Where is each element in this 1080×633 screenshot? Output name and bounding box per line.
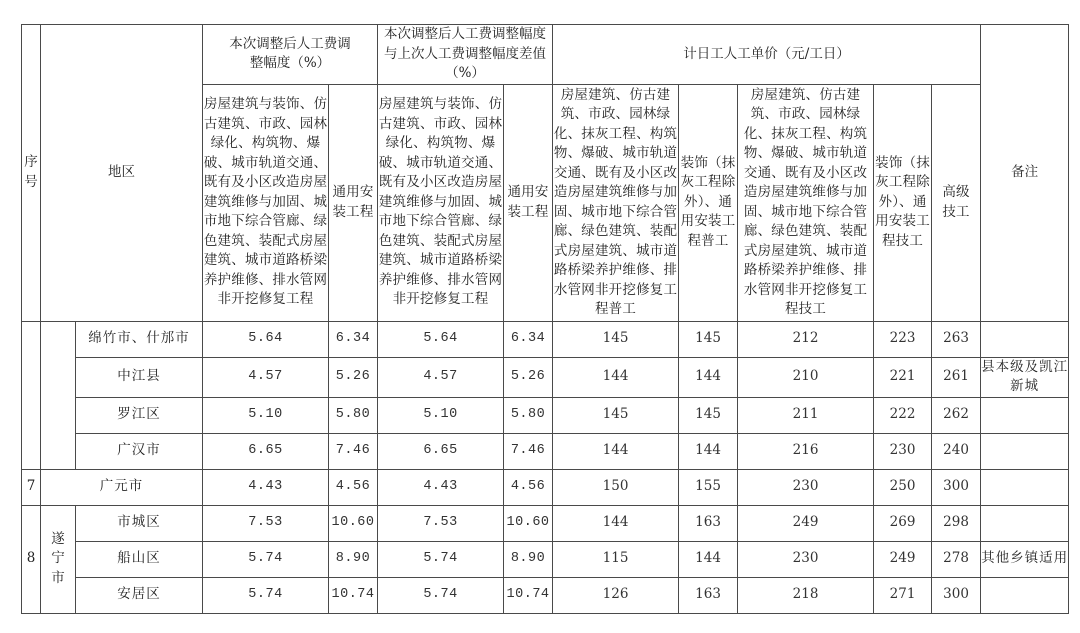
price-skilled-cell: 210 [738,357,874,397]
region-cell: 罗江区 [76,397,203,433]
price-general-cell: 115 [553,541,679,577]
adj-pct-building-cell: 6.65 [203,433,329,469]
price-senior-cell: 300 [932,577,981,613]
header-group-adj-diff: 本次调整后人工费调整幅度与上次人工费调整幅度差值（%） [378,25,553,85]
table-row [22,577,1069,613]
adj-pct-install-cell: 7.46 [329,433,378,469]
remark-cell [981,321,1069,357]
table-row [22,469,1069,505]
price-deco-skilled-cell: 249 [874,541,932,577]
header-region: 地区 [41,25,203,322]
price-deco-skilled-cell: 250 [874,469,932,505]
table-row [22,433,1069,469]
price-deco-general-cell: 144 [679,357,738,397]
adj-diff-install-cell: 7.46 [504,433,553,469]
price-skilled-cell: 249 [738,505,874,541]
adj-diff-building-cell: 4.43 [378,469,504,505]
table-row [22,357,1069,397]
region-cell: 船山区 [76,541,203,577]
price-deco-general-cell: 144 [679,433,738,469]
price-senior-cell: 298 [932,505,981,541]
adj-pct-building-cell: 4.43 [203,469,329,505]
price-deco-skilled-cell: 221 [874,357,932,397]
region-cell: 中江县 [76,357,203,397]
header-group-adj-pct: 本次调整后人工费调整幅度（%） [203,25,378,85]
header-adj-pct-building: 房屋建筑与装饰、仿古建筑、市政、园林绿化、构筑物、爆破、城市轨道交通、既有及小区改造房屋建筑维修与加固、城市地下综合管廊、绿色建筑、装配式房屋建筑、城市道路桥梁养护维修、排水管网非开挖修复工程 [203,84,329,321]
adj-diff-building-cell: 5.64 [378,321,504,357]
city-cell [41,321,76,469]
header-remark: 备注 [981,25,1069,322]
remark-cell [981,469,1069,505]
price-skilled-cell: 216 [738,433,874,469]
adj-diff-building-cell: 4.57 [378,357,504,397]
adj-pct-install-cell: 8.90 [329,541,378,577]
adj-diff-install-cell: 6.34 [504,321,553,357]
adj-diff-building-cell: 5.74 [378,577,504,613]
adj-diff-install-cell: 8.90 [504,541,553,577]
adj-diff-building-cell: 7.53 [378,505,504,541]
adj-pct-building-cell: 7.53 [203,505,329,541]
price-deco-general-cell: 163 [679,505,738,541]
price-general-cell: 126 [553,577,679,613]
adj-pct-building-cell: 5.74 [203,577,329,613]
adj-pct-install-cell: 6.34 [329,321,378,357]
region-cell: 绵竹市、什邡市 [76,321,203,357]
header-price-general-worker: 房屋建筑、仿古建筑、市政、园林绿化、抹灰工程、构筑物、爆破、城市轨道交通、既有及小区改造房屋建筑维修与加固、城市地下综合管廊、绿色建筑、装配式房屋建筑、城市道路桥梁养护维修、排水管网非开挖修复工程普工 [553,84,679,321]
adj-pct-building-cell: 5.64 [203,321,329,357]
price-deco-general-cell: 144 [679,541,738,577]
adj-diff-building-cell: 6.65 [378,433,504,469]
region-cell: 广元市 [41,469,203,505]
remark-cell: 其他乡镇适用 [981,541,1069,577]
price-senior-cell: 262 [932,397,981,433]
seq-cell: 7 [22,469,41,505]
adj-pct-install-cell: 5.80 [329,397,378,433]
seq-cell [22,321,41,469]
price-general-cell: 144 [553,505,679,541]
header-price-deco-general-worker: 装饰（抹灰工程除外）、通用安装工程普工 [679,84,738,321]
header-group-daily-price: 计日工人工单价（元/工日） [553,25,981,85]
price-skilled-cell: 230 [738,469,874,505]
region-cell: 市城区 [76,505,203,541]
city-cell: 遂宁市 [41,505,76,613]
adj-diff-install-cell: 10.60 [504,505,553,541]
adj-pct-install-cell: 10.74 [329,577,378,613]
price-senior-cell: 263 [932,321,981,357]
price-deco-general-cell: 145 [679,397,738,433]
header-price-deco-skilled-worker: 装饰（抹灰工程除外）、通用安装工程技工 [874,84,932,321]
price-senior-cell: 300 [932,469,981,505]
adj-pct-building-cell: 5.10 [203,397,329,433]
adj-diff-install-cell: 4.56 [504,469,553,505]
labor-cost-table [21,24,1069,614]
price-senior-cell: 261 [932,357,981,397]
price-senior-cell: 278 [932,541,981,577]
remark-cell [981,505,1069,541]
price-deco-skilled-cell: 222 [874,397,932,433]
adj-diff-building-cell: 5.74 [378,541,504,577]
region-cell: 安居区 [76,577,203,613]
price-deco-general-cell: 163 [679,577,738,613]
table-row [22,321,1069,357]
remark-cell [981,397,1069,433]
header-adj-diff-building: 房屋建筑与装饰、仿古建筑、市政、园林绿化、构筑物、爆破、城市轨道交通、既有及小区改造房屋建筑维修与加固、城市地下综合管廊、绿色建筑、装配式房屋建筑、城市道路桥梁养护维修、排水管网非开挖修复工程 [378,84,504,321]
remark-cell [981,433,1069,469]
adj-pct-install-cell: 10.60 [329,505,378,541]
header-adj-diff-install: 通用安装工程 [504,84,553,321]
adj-diff-building-cell: 5.10 [378,397,504,433]
header-price-skilled-worker: 房屋建筑、仿古建筑、市政、园林绿化、抹灰工程、构筑物、爆破、城市轨道交通、既有及小区改造房屋建筑维修与加固、城市地下综合管廊、绿色建筑、装配式房屋建筑、城市道路桥梁养护维修、排水管网非开挖修复工程技工 [738,84,874,321]
header-row-1 [22,25,1069,85]
table-row [22,397,1069,433]
price-skilled-cell: 218 [738,577,874,613]
price-general-cell: 145 [553,321,679,357]
header-seq: 序号 [22,25,41,322]
price-general-cell: 145 [553,397,679,433]
table-row [22,541,1069,577]
region-cell: 广汉市 [76,433,203,469]
seq-cell: 8 [22,505,41,613]
price-deco-skilled-cell: 223 [874,321,932,357]
header-adj-pct-install: 通用安装工程 [329,84,378,321]
adj-diff-install-cell: 5.26 [504,357,553,397]
header-price-senior-worker: 高级技工 [932,84,981,321]
price-deco-skilled-cell: 271 [874,577,932,613]
price-deco-skilled-cell: 230 [874,433,932,469]
price-senior-cell: 240 [932,433,981,469]
adj-pct-building-cell: 4.57 [203,357,329,397]
remark-cell [981,577,1069,613]
adj-pct-install-cell: 4.56 [329,469,378,505]
price-deco-general-cell: 145 [679,321,738,357]
table-row [22,505,1069,541]
price-skilled-cell: 230 [738,541,874,577]
adj-pct-install-cell: 5.26 [329,357,378,397]
price-general-cell: 144 [553,433,679,469]
price-general-cell: 150 [553,469,679,505]
remark-cell: 县本级及凯江新城 [981,357,1069,397]
price-deco-skilled-cell: 269 [874,505,932,541]
adj-diff-install-cell: 10.74 [504,577,553,613]
price-skilled-cell: 211 [738,397,874,433]
price-deco-general-cell: 155 [679,469,738,505]
adj-diff-install-cell: 5.80 [504,397,553,433]
price-general-cell: 144 [553,357,679,397]
price-skilled-cell: 212 [738,321,874,357]
adj-pct-building-cell: 5.74 [203,541,329,577]
